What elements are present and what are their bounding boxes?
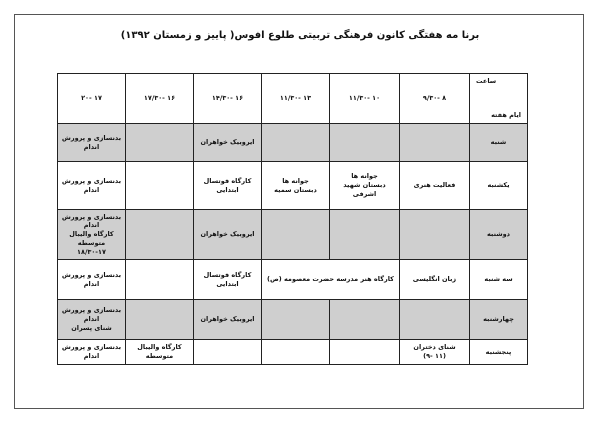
schedule-cell	[194, 340, 262, 365]
time-header: ۱۷ -۲۰	[58, 74, 126, 124]
schedule-cell	[330, 124, 400, 162]
table-row	[58, 340, 528, 365]
schedule-cell-merged: کارگاه هنر مدرسه حضرت معصومه (ص)	[262, 260, 400, 300]
corner-day-label: ایام هفته	[491, 111, 521, 120]
schedule-cell: شنای دختران (۱۱ -۹)	[400, 340, 470, 365]
table-row	[58, 162, 528, 210]
schedule-cell: بدنسازی و پرورش اندام	[58, 260, 126, 300]
schedule-cell: بدنسازی و پرورش اندام	[58, 340, 126, 365]
schedule-cell	[126, 260, 194, 300]
corner-time-label: ساعت	[476, 77, 497, 85]
schedule-cell: کارگاه فوتسال ابتدایی	[194, 260, 262, 300]
schedule-table	[57, 73, 528, 365]
schedule-cell	[262, 124, 330, 162]
schedule-cell	[330, 340, 400, 365]
schedule-cell: جوانه ها دبستان شهید اشرفی	[330, 162, 400, 210]
schedule-cell: کارگاه والیبال متوسطه	[126, 340, 194, 365]
schedule-cell: ایروبیک خواهران	[194, 300, 262, 340]
table-row	[58, 260, 528, 300]
header-row	[58, 74, 528, 124]
schedule-cell: بدنسازی و پرورش اندام کارگاه والیبال متوسطه ۱۸/۳۰-۱۷	[58, 210, 126, 260]
time-header: ۱۳ -۱۱/۳۰	[262, 74, 330, 124]
schedule-cell: جوانه ها دبستان سمیه	[262, 162, 330, 210]
schedule-cell: ایروبیک خواهران	[194, 210, 262, 260]
day-cell: دوشنبه	[470, 210, 528, 260]
schedule-cell: فعالیت هنری	[400, 162, 470, 210]
corner-cell	[470, 74, 528, 124]
schedule-cell	[126, 300, 194, 340]
table-row	[58, 300, 528, 340]
time-header: ۱۶ -۱۴/۳۰	[194, 74, 262, 124]
page-title: برنا مه هفتگی کانون فرهنگی تربیتی طلوع افوس( پاییز و زمستان ۱۳۹۲)	[120, 30, 480, 41]
day-cell: سه شنبه	[470, 260, 528, 300]
schedule-cell	[262, 340, 330, 365]
schedule-cell	[126, 162, 194, 210]
day-cell: پنجشنبه	[470, 340, 528, 365]
time-header: ۸ -۹/۳۰	[400, 74, 470, 124]
day-cell: چهارشنبه	[470, 300, 528, 340]
schedule-cell: ایروبیک خواهران	[194, 124, 262, 162]
time-header: ۱۶ -۱۷/۳۰	[126, 74, 194, 124]
schedule-cell	[400, 300, 470, 340]
schedule-cell: کارگاه فوتسال ابتدایی	[194, 162, 262, 210]
time-header: ۱۰ -۱۱/۳۰	[330, 74, 400, 124]
schedule-cell	[262, 300, 330, 340]
schedule-cell	[330, 210, 400, 260]
schedule-cell: زبان انگلیسی	[400, 260, 470, 300]
schedule-cell	[330, 300, 400, 340]
schedule-cell: بدنسازی و پرورش اندام	[58, 124, 126, 162]
schedule-cell: بدنسازی و پرورش اندام شنای پسران	[58, 300, 126, 340]
schedule-cell	[262, 210, 330, 260]
schedule-cell	[400, 124, 470, 162]
schedule-cell	[126, 124, 194, 162]
schedule-cell: بدنسازی و پرورش اندام	[58, 162, 126, 210]
schedule-cell	[126, 210, 194, 260]
table-row	[58, 124, 528, 162]
day-cell: شنبه	[470, 124, 528, 162]
table-row	[58, 210, 528, 260]
schedule-cell	[400, 210, 470, 260]
day-cell: یکشنبه	[470, 162, 528, 210]
